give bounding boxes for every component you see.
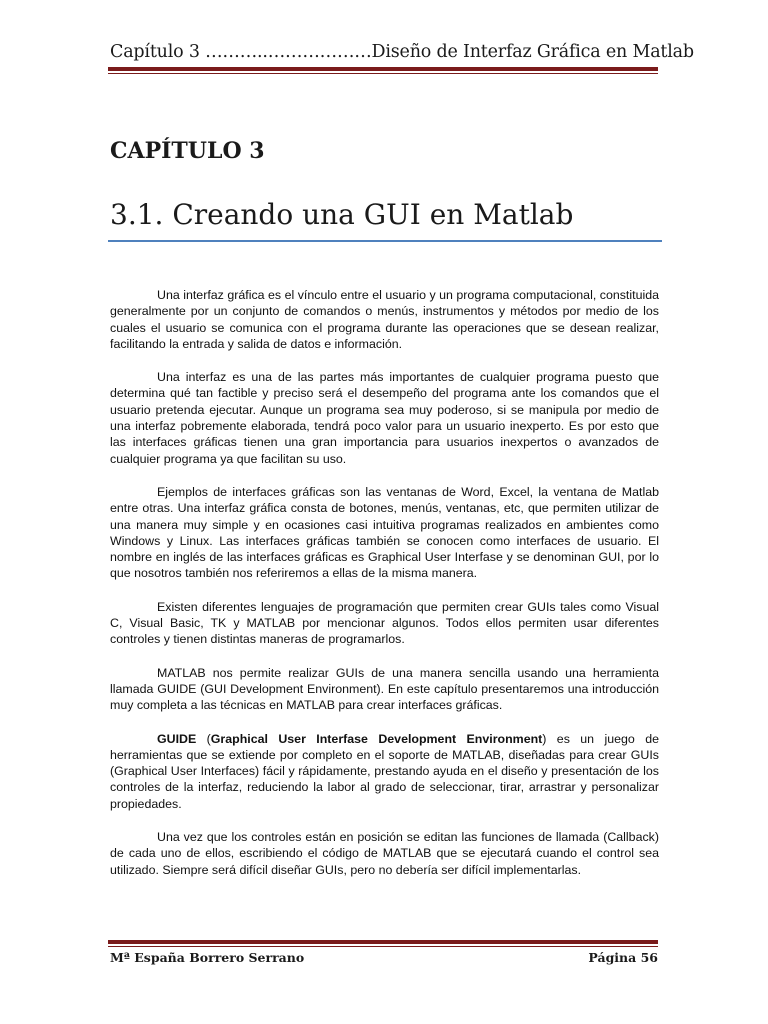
running-header: Capítulo 3 ………..………………Diseño de Interfaz Gráfica en Matlab bbox=[110, 42, 694, 62]
header-rule bbox=[108, 67, 658, 71]
section-title: 3.1. Creando una GUI en Matlab bbox=[110, 198, 574, 231]
paren-open: ( bbox=[196, 731, 211, 746]
paragraph-6-rest: ) es un juego de herramientas que se extiende por completo en el soporte de MATLAB, diseñadas para crear GUIs (Graphical User Interfaces) fácil y rápidamente, prestando ayuda en el diseño y presentación de los controles de la interfaz, reduciendo la labor al grado de seleccionar, tirar, arrastrar y personalizar propiedades. bbox=[110, 731, 659, 811]
guide-expansion: Graphical User Interfase Development Environment bbox=[210, 731, 543, 746]
footer-rule bbox=[108, 940, 658, 944]
paragraph-1: Una interfaz gráfica es el vínculo entre el usuario y un programa computacional, constituida generalmente por un conjunto de comandos o menús, instrumentos y métodos por medio de los cuales el usuario se comunica con el programa durante las operaciones que se desean realizar, facilitando la entrada y salida de datos e información. bbox=[110, 288, 659, 351]
header-rule-thin bbox=[108, 73, 658, 74]
paragraph-2: Una interfaz es una de las partes más importantes de cualquier programa puesto que determina qué tan factible y preciso será el desempeño del programa ante los comandos que el usuario pretenda ejecutar. Aunque un programa sea muy poderoso, si se manipula por medio de una interfaz pobremente elaborada, tendrá poco valor para un usuario inexperto. Es por esto que las interfaces gráficas tienen una gran importancia para usuarios inexpertos o avanzados de cualquier programa ya que facilitan su uso. bbox=[110, 370, 659, 466]
paragraph-5: MATLAB nos permite realizar GUIs de una manera sencilla usando una herramienta llamada GUIDE (GUI Development Environment). En este capítulo presentaremos una introducción muy completa a las técnicas en MATLAB para crear interfaces gráficas. bbox=[110, 665, 659, 713]
paragraph-6 bbox=[110, 731, 659, 812]
paragraph-3: Ejemplos de interfaces gráficas son las ventanas de Word, Excel, la ventana de Matlab entre otras. Una interfaz gráfica consta de botones, menús, ventanas, etc, que permiten utilizar de una manera muy simple y en ocasiones casi intuitiva programas realizados en ambientes como Windows y Linux. Las interfaces gráficas también se conocen como interfaces de usuario. El nombre en inglés de las interfaces gráficas es Graphical User Interfase y se denominan GUI, por lo que nosotros también nos referiremos a ellas de la misma manera. bbox=[110, 484, 659, 581]
footer-rule-thin bbox=[108, 946, 658, 947]
section-title-underline bbox=[108, 240, 662, 242]
body-text bbox=[110, 287, 659, 895]
guide-term: GUIDE bbox=[157, 731, 197, 746]
page-number: Página 56 bbox=[588, 950, 658, 965]
paragraph-7: Una vez que los controles están en posición se editan las funciones de llamada (Callback) de cada uno de ellos, escribiendo el código de MATLAB que se ejecutará cuando el control sea utilizado. Siempre será difícil diseñar GUIs, pero no debería ser difícil implementarlas. bbox=[110, 830, 659, 877]
footer-author: Mª España Borrero Serrano bbox=[110, 950, 305, 965]
chapter-label: CAPÍTULO 3 bbox=[110, 138, 265, 164]
paragraph-4: Existen diferentes lenguajes de programación que permiten crear GUIs tales como Visual C, Visual Basic, TK y MATLAB por mencionar algunos. Todos ellos permiten usar diferentes controles y tienen distintas maneras de programarlos. bbox=[110, 599, 659, 647]
